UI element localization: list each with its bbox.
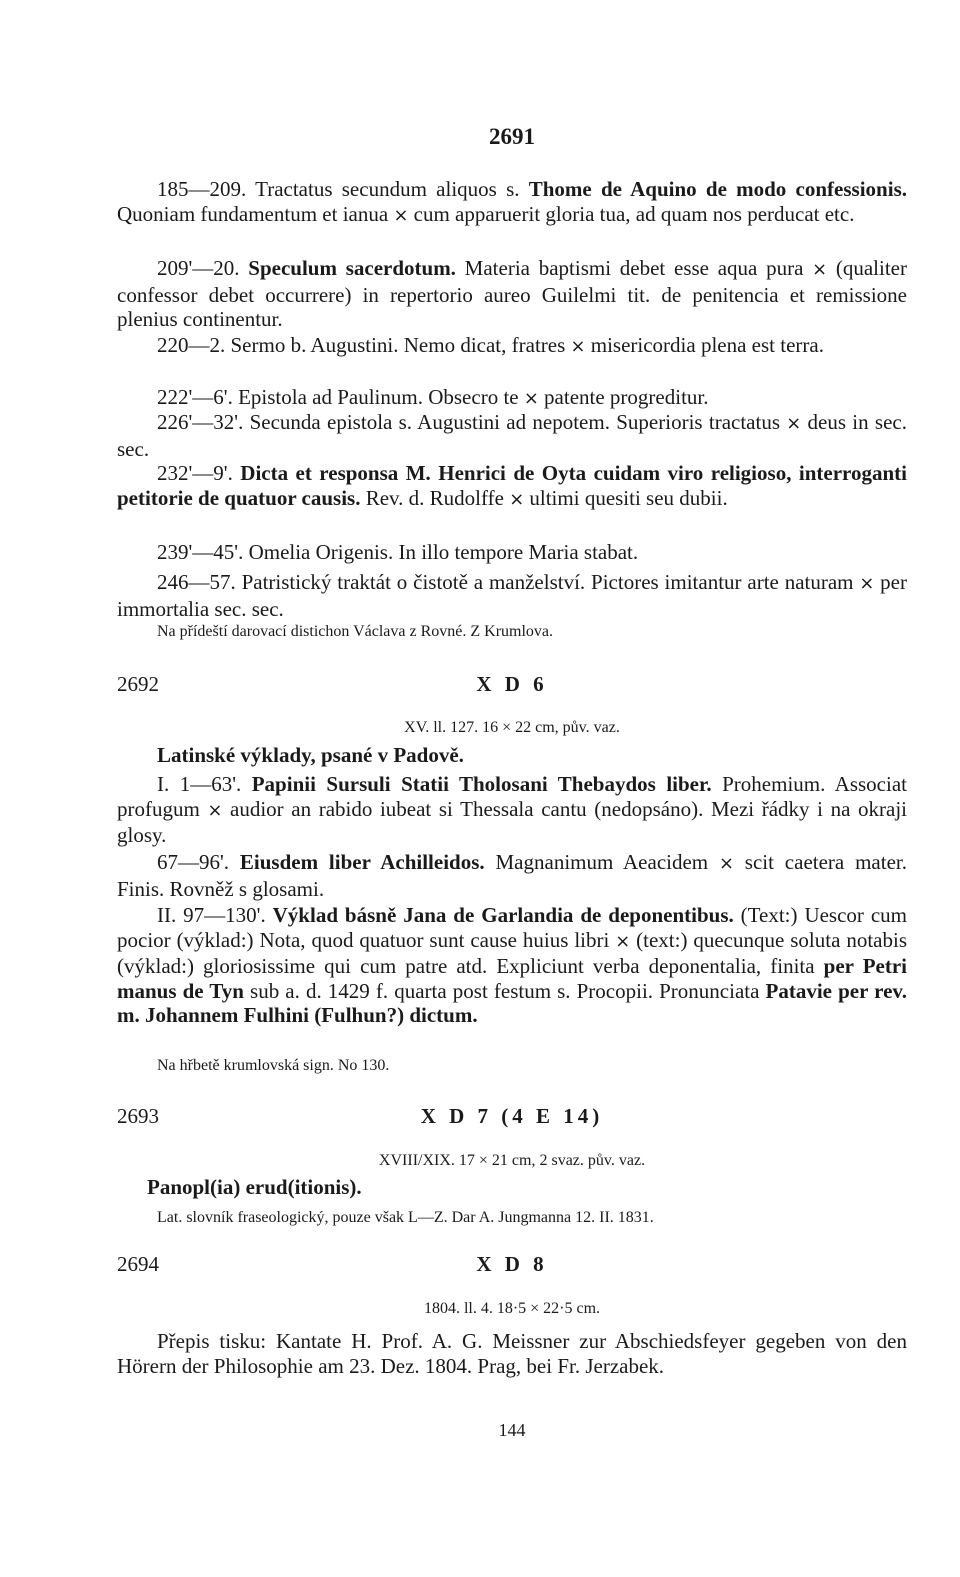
text-run: II. 97—130'. [157, 903, 273, 927]
text-run: (text:) quecunque soluta notabis (výklad:) gloriosissime qui cum patre atd. Expliciunt verba deponentalia, finita [117, 927, 907, 978]
text-run: patente progreditur. [538, 385, 709, 409]
omission-mark: × [786, 413, 802, 434]
work-title: Papinii Sursuli Statii Tholosani Thebaydos liber. [251, 772, 712, 796]
text-run: Rev. d. Rudolffe [360, 485, 510, 510]
shelf-signature: X D 6 [476, 672, 548, 696]
text-run: audior an rabido iubeat si Thessala cantu (nedopsáno). Mezi řádky i na okraji glosy. [117, 796, 907, 847]
entry-number: 2692 [117, 672, 159, 696]
entry-paragraph [117, 177, 907, 228]
entry-paragraph [117, 256, 907, 332]
text-run: misericordia plena est terra. [585, 333, 824, 357]
text-run: 220—2. Sermo b. Augustini. Nemo dicat, fratres [157, 333, 571, 357]
page-header: 2691 [489, 124, 535, 149]
entry-note: Lat. slovník fraseologický, pouze však L—Z. Dar A. Jungmanna 12. II. 1831. [157, 1209, 654, 1226]
text-run: 67—96'. [157, 850, 240, 874]
shelf-signature: X D 8 [476, 1252, 548, 1276]
entry-number: 2694 [117, 1252, 159, 1276]
work-title: Výklad básně Jana de Garlandia de deponentibus. [272, 903, 734, 927]
entry-paragraph [117, 570, 907, 621]
work-title: Speculum sacerdotum. [248, 256, 456, 280]
entry-paragraph: 239'—45'. Omelia Origenis. In illo tempore Maria stabat. [157, 540, 639, 564]
text-run: ultimi quesiti seu dubii. [524, 485, 728, 510]
omission-mark: × [859, 573, 875, 594]
entry-meta: 1804. ll. 4. 18·5 × 22·5 cm. [423, 1300, 601, 1317]
entry-paragraph [117, 410, 907, 461]
entry-paragraph [117, 461, 907, 512]
text-run: deus in sec. sec. [117, 410, 907, 461]
entry-note: Na hřbetě krumlovská sign. No 130. [157, 1057, 390, 1074]
entry-paragraph [117, 772, 907, 848]
work-title: Dicta et responsa M. Henrici de Oyta cuidam viro religioso, interroganti petitorie de quatuor causis. [117, 461, 907, 510]
omission-mark: × [509, 488, 525, 510]
entry-paragraph [117, 903, 907, 1028]
text-run: Magnanimum Aeacidem [484, 850, 719, 874]
entry-note: Na přídeští darovací distichon Václava z Rovné. Z Krumlova. [157, 623, 554, 640]
entry-paragraph [117, 850, 907, 901]
shelf-signature: X D 7 (4 E 14) [420, 1104, 604, 1128]
dictation-note: Patavie per rev. m. Johannem Fulhini (Fulhun?) dictum. [117, 978, 907, 1027]
entry-meta: XVIII/XIX. 17 × 21 cm, 2 svaz. pův. vaz. [378, 1152, 646, 1169]
text-run: Prohemium. Associat profugum [117, 772, 907, 821]
text-run: scit caetera mater. Finis. Rovněž s glosami. [117, 850, 907, 901]
entry-title: Panopl(ia) erud(itionis). [147, 1175, 362, 1199]
text-run: (Text:) Uescor cum pocior (výklad:) Nota, quod quatuor sunt cause huius libri [117, 903, 907, 952]
omission-mark: × [393, 204, 409, 226]
omission-mark: × [523, 388, 539, 409]
text-run: 209'—20. [157, 256, 249, 280]
entry-title: Latinské výklady, psané v Padově. [157, 743, 464, 767]
omission-mark: × [615, 930, 631, 952]
scribe-name: per Petri manus de Tyn [117, 954, 907, 1003]
entry-meta: XV. ll. 127. 16 × 22 cm, pův. vaz. [404, 719, 620, 736]
text-run: 185—209. Tractatus secundum aliquos s. [157, 177, 529, 201]
text-run: cum apparuerit gloria tua, ad quam nos perducat etc. [408, 201, 855, 226]
page-number: 144 [498, 1420, 526, 1440]
entry-heading [117, 1252, 907, 1278]
text-run: Materia baptismi debet esse aqua pura [455, 256, 813, 280]
omission-mark: × [570, 336, 586, 357]
text-run: sub a. d. 1429 f. quarta post festum s. Procopii. Pronunciata [243, 978, 766, 1003]
omission-mark: × [812, 259, 828, 280]
text-run: 232'—9'. [157, 461, 241, 485]
entry-heading [117, 672, 907, 698]
entry-paragraph: Přepis tisku: Kantate H. Prof. A. G. Meissner zur Abschiedsfeyer gegeben von den Hörern der Philosophie am 23. Dez. 1804. Prag, bei Fr. Jerzabek. [117, 1329, 907, 1378]
work-title: Eiusdem liber Achilleidos. [239, 850, 485, 874]
entry-number: 2693 [117, 1104, 159, 1128]
text-run: Quoniam fundamentum et ianua [117, 201, 394, 226]
text-run: I. 1—63'. [157, 772, 252, 796]
entry-paragraph [117, 385, 907, 412]
omission-mark: × [207, 799, 223, 821]
text-run: 222'—6'. Epistola ad Paulinum. Obsecro te [157, 385, 524, 409]
entry-paragraph [117, 333, 907, 360]
work-title: Thome de Aquino de modo confessionis. [528, 177, 907, 201]
omission-mark: × [718, 853, 734, 874]
text-run: 246—57. Patristický traktát o čistotě a manželství. Pictores imitantur arte naturam [157, 570, 860, 594]
entry-heading [117, 1104, 907, 1130]
text-run: per immortalia sec. sec. [117, 570, 907, 621]
text-run: (qualiter confessor debet occurrere) in repertorio aureo Guilelmi tit. de penitencia et remissione plenius continentur. [117, 256, 907, 331]
text-run: 226'—32'. Secunda epistola s. Augustini ad nepotem. Superioris tractatus [157, 410, 787, 434]
